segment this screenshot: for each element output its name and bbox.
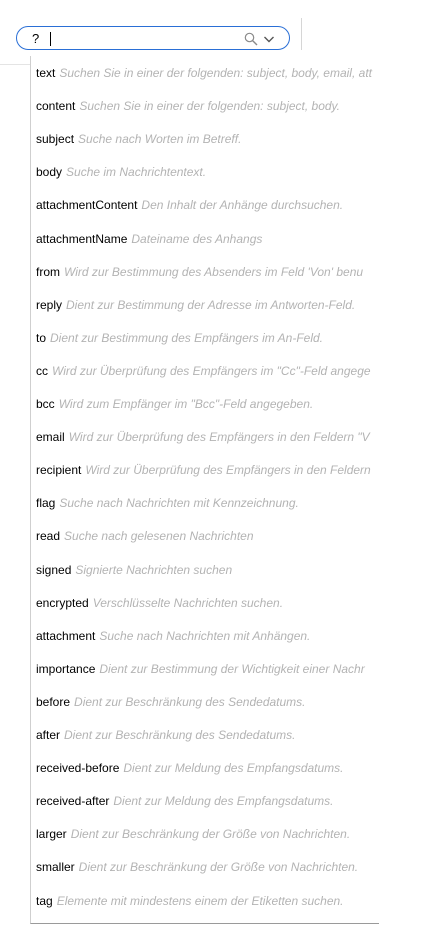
suggestion-description: Dient zur Meldung des Empfangsdatums. <box>113 794 334 808</box>
suggestion-description: Dient zur Meldung des Empfangsdatums. <box>123 761 344 775</box>
suggestion-item[interactable] <box>36 460 376 480</box>
suggestion-keyword: content <box>36 99 76 113</box>
chevron-down-icon[interactable] <box>263 33 275 45</box>
suggestion-description: Suchen Sie in einer der folgenden: subject, body, email, att <box>59 66 372 80</box>
suggestion-keyword: attachmentContent <box>36 198 138 212</box>
suggestion-description: Wird zur Bestimmung des Absenders im Feld 'Von' benu <box>64 265 364 279</box>
suggestion-description: Dient zur Beschränkung des Sendedatums. <box>64 728 296 742</box>
suggestion-item[interactable] <box>36 328 376 348</box>
suggestion-keyword: signed <box>36 563 72 577</box>
suggestion-keyword: encrypted <box>36 596 89 610</box>
suggestion-description: Suche nach Nachrichten mit Anhängen. <box>99 629 311 643</box>
suggestion-keyword: email <box>36 430 65 444</box>
suggestion-description: Den Inhalt der Anhänge durchsuchen. <box>141 198 344 212</box>
suggestion-keyword: smaller <box>36 860 75 874</box>
suggestion-description: Dient zur Beschränkung der Größe von Nachrichten. <box>78 860 359 874</box>
suggestion-item[interactable] <box>36 361 376 381</box>
suggestion-description: Signierte Nachrichten suchen <box>75 563 233 577</box>
suggestion-item[interactable] <box>36 526 376 546</box>
suggestion-description: Dient zur Beschränkung der Größe von Nachrichten. <box>70 827 351 841</box>
suggestion-item[interactable] <box>36 824 376 844</box>
suggestion-description: Suchen Sie in einer der folgenden: subject, body. <box>79 99 340 113</box>
suggestion-description: Dateiname des Anhangs <box>131 232 263 246</box>
suggestion-keyword: attachmentName <box>36 232 128 246</box>
search-input[interactable] <box>16 26 290 50</box>
suggestion-keyword: body <box>36 165 63 179</box>
suggestion-keyword: recipient <box>36 463 82 477</box>
suggestion-keyword: bcc <box>36 397 55 411</box>
suggestion-keyword: cc <box>36 364 48 378</box>
suggestion-description: Wird zur Überprüfung des Empfängers in den Feldern <box>85 463 371 477</box>
suggestion-description: Suche nach Worten im Betreff. <box>78 132 242 146</box>
suggestion-item[interactable] <box>36 427 376 447</box>
suggestion-description: Suche nach Nachrichten mit Kennzeichnung. <box>59 496 299 510</box>
text-caret <box>50 32 51 46</box>
suggestion-item[interactable] <box>36 129 376 149</box>
suggestion-item[interactable] <box>36 262 376 282</box>
suggestion-keyword: after <box>36 728 61 742</box>
search-icon[interactable] <box>244 32 258 46</box>
suggestion-description: Elemente mit mindestens einem der Etiketten suchen. <box>56 894 344 908</box>
suggestion-keyword: tag <box>36 894 53 908</box>
suggestion-item[interactable] <box>36 857 376 877</box>
suggestion-description: Wird zur Überprüfung des Empfängers in den Feldern "V <box>68 430 370 444</box>
suggestion-item[interactable] <box>36 229 376 249</box>
suggestion-item[interactable] <box>36 891 376 911</box>
suggestion-keyword: received-before <box>36 761 120 775</box>
suggestion-keyword: subject <box>36 132 75 146</box>
suggestion-item[interactable] <box>36 394 376 414</box>
suggestion-description: Suche nach gelesenen Nachrichten <box>64 529 254 543</box>
suggestion-keyword: before <box>36 695 71 709</box>
suggestion-keyword: attachment <box>36 629 96 643</box>
suggestion-description: Dient zur Bestimmung der Adresse im Antworten-Feld. <box>66 298 356 312</box>
suggestion-item[interactable] <box>36 295 376 315</box>
suggestion-description: Dient zur Bestimmung des Empfängers im An-Feld. <box>50 331 324 345</box>
suggestion-item[interactable] <box>36 725 376 745</box>
suggestion-item[interactable] <box>36 493 376 513</box>
search-suggestions-dropdown <box>30 56 379 924</box>
suggestion-item[interactable] <box>36 96 376 116</box>
suggestion-item[interactable] <box>36 626 376 646</box>
suggestion-item[interactable] <box>36 560 376 580</box>
toolbar-divider <box>301 18 302 50</box>
divider-line <box>0 64 30 65</box>
suggestion-keyword: text <box>36 66 56 80</box>
suggestion-keyword: from <box>36 265 60 279</box>
suggestion-keyword: read <box>36 529 61 543</box>
suggestion-keyword: received-after <box>36 794 110 808</box>
suggestion-item[interactable] <box>36 63 376 83</box>
suggestion-keyword: importance <box>36 662 96 676</box>
suggestion-description: Verschlüsselte Nachrichten suchen. <box>92 596 284 610</box>
suggestion-keyword: larger <box>36 827 67 841</box>
suggestion-item[interactable] <box>36 791 376 811</box>
suggestion-item[interactable] <box>36 758 376 778</box>
suggestion-description: Wird zum Empfänger im "Bcc"-Feld angegeben. <box>58 397 314 411</box>
suggestion-item[interactable] <box>36 659 376 679</box>
suggestion-item[interactable] <box>36 593 376 613</box>
suggestion-keyword: to <box>36 331 47 345</box>
suggestion-description: Dient zur Beschränkung des Sendedatums. <box>74 695 306 709</box>
suggestion-description: Wird zur Überprüfung des Empfängers im "Cc"-Feld angege <box>52 364 371 378</box>
suggestion-keyword: reply <box>36 298 63 312</box>
suggestion-item[interactable] <box>36 162 376 182</box>
suggestion-description: Suche im Nachrichtentext. <box>66 165 207 179</box>
suggestion-keyword: flag <box>36 496 56 510</box>
search-query-text: ? <box>32 31 40 46</box>
suggestion-item[interactable] <box>36 195 376 215</box>
suggestion-description: Dient zur Bestimmung der Wichtigkeit einer Nachr <box>99 662 365 676</box>
suggestion-item[interactable] <box>36 692 376 712</box>
